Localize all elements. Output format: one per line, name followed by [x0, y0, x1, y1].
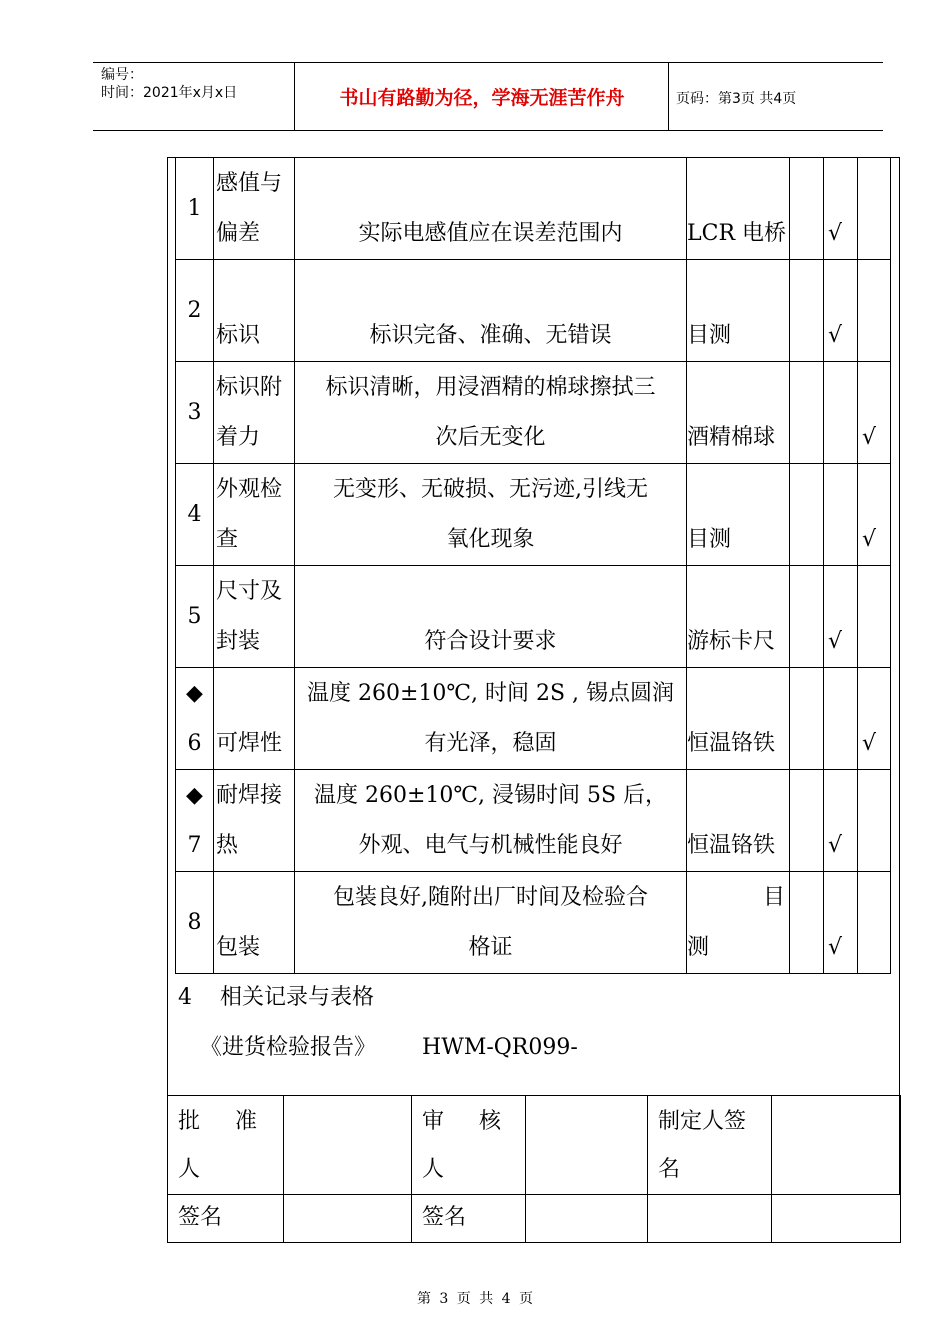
item-method: 目 测	[687, 872, 790, 974]
item-name: 可焊性	[214, 668, 295, 770]
item-method: 恒温铬铁	[687, 770, 790, 872]
check-mark-cell: √	[824, 260, 858, 362]
table-row	[176, 770, 891, 872]
header-divider	[668, 62, 669, 130]
item-name: 感值与 偏差	[214, 158, 295, 260]
check-mark-cell: √	[824, 770, 858, 872]
check-mark-cell	[790, 566, 824, 668]
table-row	[176, 872, 891, 974]
table-row	[176, 566, 891, 668]
item-name: 标识附 着力	[214, 362, 295, 464]
item-standard: 温度 260±10℃, 时间 2S , 锡点圆润 有光泽，稳固	[295, 668, 687, 770]
item-method: 酒精棉球	[687, 362, 790, 464]
table-row	[176, 668, 891, 770]
check-mark-cell	[858, 158, 891, 260]
item-method: 恒温铬铁	[687, 668, 790, 770]
item-number: ◆ 7	[176, 770, 214, 872]
check-mark-cell	[790, 260, 824, 362]
check-mark-cell	[858, 770, 891, 872]
table-row	[176, 362, 891, 464]
section-title: 相关记录与表格	[220, 985, 375, 1010]
item-method: 目测	[687, 260, 790, 362]
approver-label: 批 准 人 签名	[168, 1096, 284, 1243]
item-name: 标识	[214, 260, 295, 362]
header-page-number: 页码：第3页 共4页	[676, 91, 797, 107]
item-standard: 包装良好,随附出厂时间及检验合 格证	[295, 872, 687, 974]
item-name: 外观检 查	[214, 464, 295, 566]
item-number: 8	[176, 872, 214, 974]
check-mark-cell: √	[858, 668, 891, 770]
check-mark-cell: √	[858, 362, 891, 464]
document-number-label: 编号：	[101, 67, 143, 83]
check-mark-cell	[824, 464, 858, 566]
header-meta	[101, 66, 237, 102]
signature-table	[167, 1095, 901, 1243]
check-mark-cell: √	[824, 872, 858, 974]
record-code: HWM-QR099-	[422, 1035, 578, 1060]
check-mark-cell	[790, 770, 824, 872]
check-mark-cell	[790, 668, 824, 770]
header-bottom-rule	[93, 130, 883, 131]
item-method: 目测	[687, 464, 790, 566]
page-footer: 第 3 页 共 4 页	[416, 1291, 534, 1307]
section-heading	[178, 980, 374, 1011]
section-number: 4	[178, 985, 192, 1010]
check-mark-cell	[858, 872, 891, 974]
record-name: 《进货检验报告》	[200, 1035, 377, 1060]
check-mark-cell	[790, 158, 824, 260]
item-method: LCR 电桥	[687, 158, 790, 260]
item-number: 4	[176, 464, 214, 566]
check-mark-cell	[790, 872, 824, 974]
table-row	[176, 260, 891, 362]
reviewer-label: 审 核 人 签名	[412, 1096, 526, 1243]
item-standard: 温度 260±10℃, 浸锡时间 5S 后， 外观、电气与机械性能良好	[295, 770, 687, 872]
item-number: ◆ 6	[176, 668, 214, 770]
item-name: 耐焊接 热	[214, 770, 295, 872]
item-standard: 标识清晰，用浸酒精的棉球擦拭三 次后无变化	[295, 362, 687, 464]
item-number: 3	[176, 362, 214, 464]
item-number: 2	[176, 260, 214, 362]
item-method: 游标卡尺	[687, 566, 790, 668]
approver-signature-field[interactable]	[284, 1096, 412, 1243]
record-line	[200, 1030, 578, 1061]
maker-label: 制定人签 名	[648, 1096, 772, 1243]
table-row	[176, 158, 891, 260]
item-name: 包装	[214, 872, 295, 974]
item-standard: 符合设计要求	[295, 566, 687, 668]
reviewer-signature-field[interactable]	[526, 1096, 648, 1243]
check-mark-cell: √	[824, 566, 858, 668]
item-standard: 无变形、无破损、无污迹,引线无 氧化现象	[295, 464, 687, 566]
table-row	[176, 464, 891, 566]
check-mark-cell	[790, 362, 824, 464]
check-mark-cell	[824, 362, 858, 464]
check-mark-cell	[790, 464, 824, 566]
item-standard: 实际电感值应在误差范围内	[295, 158, 687, 260]
item-number: 5	[176, 566, 214, 668]
item-name: 尺寸及 封装	[214, 566, 295, 668]
item-standard: 标识完备、准确、无错误	[295, 260, 687, 362]
maker-signature-field[interactable]	[772, 1096, 901, 1243]
check-mark-cell	[858, 260, 891, 362]
inspection-table	[175, 157, 891, 974]
header-divider	[294, 62, 295, 130]
header-motto: 书山有路勤为径，学海无涯苦作舟	[339, 86, 625, 109]
check-mark-cell: √	[858, 464, 891, 566]
check-mark-cell	[858, 566, 891, 668]
check-mark-cell: √	[824, 158, 858, 260]
document-time: 时间：2021年x月x日	[101, 85, 238, 101]
item-number: 1	[176, 158, 214, 260]
check-mark-cell	[824, 668, 858, 770]
